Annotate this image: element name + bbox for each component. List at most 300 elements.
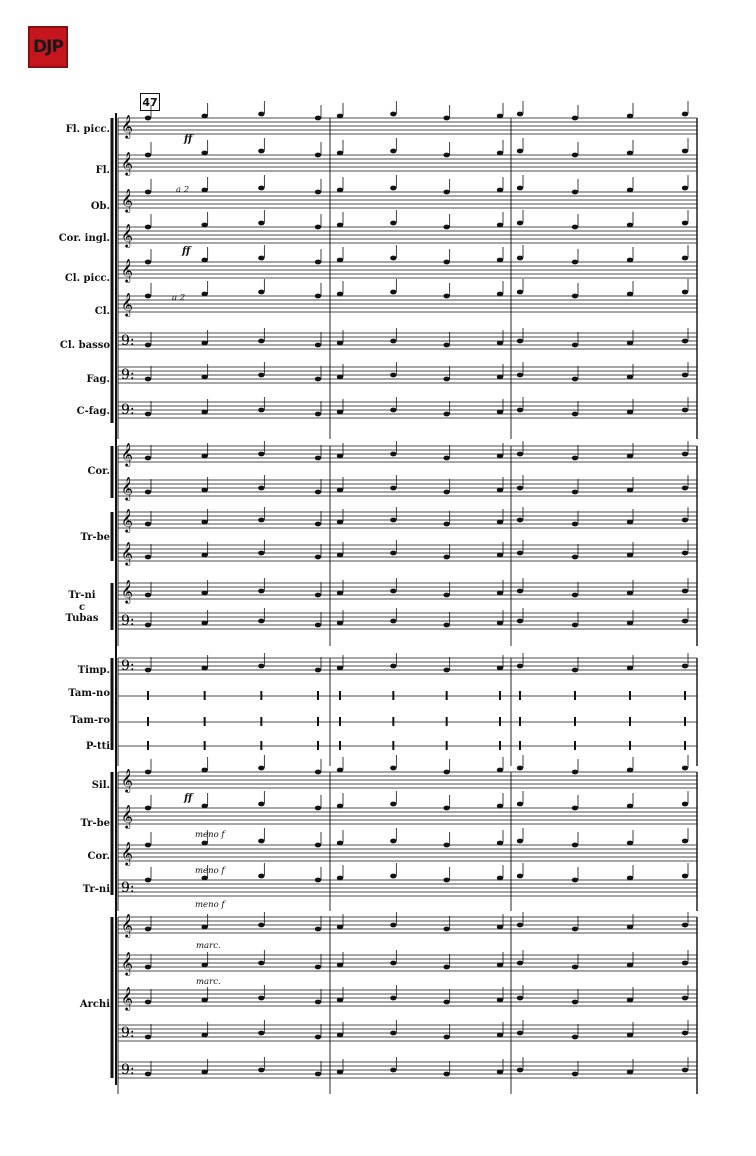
- bass-clef: 9:: [121, 613, 135, 629]
- percussion-stroke: [339, 741, 341, 750]
- bass-clef: 9:: [121, 1025, 135, 1041]
- label-c-fag: C-fag.: [76, 406, 110, 417]
- note-head: [627, 341, 633, 346]
- note-head: [497, 963, 503, 968]
- note-head: [682, 551, 688, 556]
- note-head: [315, 555, 321, 560]
- label-sil: Sil.: [91, 780, 110, 791]
- note-head: [443, 116, 449, 121]
- note-head: [201, 804, 207, 809]
- bass-clef: 9:: [121, 367, 135, 383]
- note-head: [682, 112, 688, 117]
- note-head: [315, 806, 321, 811]
- percussion-stroke: [499, 717, 501, 726]
- note-head: [315, 260, 321, 265]
- percussion-stroke: [684, 741, 686, 750]
- note-head: [627, 151, 633, 156]
- note-head: [443, 343, 449, 348]
- note-head: [337, 591, 343, 596]
- note-head: [443, 593, 449, 598]
- note-head: [315, 668, 321, 673]
- note-head: [337, 621, 343, 626]
- percussion-stroke: [574, 717, 576, 726]
- note-head: [315, 1035, 321, 1040]
- note-head: [572, 927, 578, 932]
- note-head: [443, 927, 449, 932]
- note-head: [390, 766, 396, 771]
- note-head: [682, 339, 688, 344]
- note-head: [145, 153, 151, 158]
- treble-clef: 𝄞: [121, 986, 133, 1010]
- note-head: [572, 1072, 578, 1077]
- percussion-stroke: [260, 741, 262, 750]
- note-head: [201, 998, 207, 1003]
- note-head: [497, 375, 503, 380]
- percussion-stroke: [629, 717, 631, 726]
- label-trni: Tr-ni: [68, 590, 96, 601]
- note-head: [145, 343, 151, 348]
- note-head: [443, 843, 449, 848]
- note-head: [682, 961, 688, 966]
- note-head: [337, 1033, 343, 1038]
- note-head: [337, 925, 343, 930]
- note-head: [258, 339, 264, 344]
- label-trni-c: c: [78, 602, 86, 613]
- rehearsal-mark: 47: [140, 93, 160, 111]
- note-head: [497, 410, 503, 415]
- note-head: [517, 923, 523, 928]
- note-head: [145, 927, 151, 932]
- note-head: [145, 965, 151, 970]
- note-head: [315, 225, 321, 230]
- label-cl: Cl.: [94, 306, 110, 317]
- note-head: [572, 878, 578, 883]
- label-cor: Cor.: [87, 466, 110, 477]
- note-head: [682, 373, 688, 378]
- note-head: [682, 1068, 688, 1073]
- note-head: [315, 1000, 321, 1005]
- note-head: [315, 116, 321, 121]
- percussion-stroke: [499, 691, 501, 700]
- note-head: [337, 454, 343, 459]
- dynamic-meno-f: meno f: [195, 900, 225, 910]
- note-head: [201, 591, 207, 596]
- note-head: [201, 292, 207, 297]
- note-head: [497, 804, 503, 809]
- note-head: [682, 874, 688, 879]
- note-head: [517, 1031, 523, 1036]
- note-head: [337, 188, 343, 193]
- note-head: [682, 996, 688, 1001]
- note-head: [497, 998, 503, 1003]
- marking-marc: marc.: [196, 977, 221, 987]
- label-cl-picc: Cl. picc.: [64, 273, 110, 284]
- note-head: [443, 456, 449, 461]
- note-head: [517, 221, 523, 226]
- note-head: [145, 456, 151, 461]
- percussion-stroke: [339, 691, 341, 700]
- treble-clef: 𝄞: [121, 258, 133, 282]
- note-head: [337, 876, 343, 881]
- note-head: [201, 1033, 207, 1038]
- note-head: [682, 589, 688, 594]
- note-head: [315, 190, 321, 195]
- note-head: [682, 221, 688, 226]
- note-head: [627, 925, 633, 930]
- label-tamno: Tam-no: [68, 688, 110, 699]
- note-head: [315, 294, 321, 299]
- note-head: [682, 486, 688, 491]
- note-head: [258, 766, 264, 771]
- percussion-stroke: [317, 691, 319, 700]
- note-head: [572, 456, 578, 461]
- note-head: [682, 802, 688, 807]
- note-head: [390, 373, 396, 378]
- label-archi: Archi: [79, 999, 110, 1010]
- note-head: [627, 768, 633, 773]
- treble-clef: 𝄞: [121, 223, 133, 247]
- note-head: [517, 802, 523, 807]
- note-head: [572, 806, 578, 811]
- note-head: [443, 260, 449, 265]
- note-head: [258, 256, 264, 261]
- note-head: [443, 555, 449, 560]
- percussion-stroke: [684, 717, 686, 726]
- note-head: [627, 876, 633, 881]
- percussion-stroke: [204, 717, 206, 726]
- label-timp: Timp.: [77, 665, 110, 676]
- note-head: [315, 843, 321, 848]
- dynamic-meno-f: meno f: [195, 830, 225, 840]
- note-head: [145, 412, 151, 417]
- note-head: [145, 555, 151, 560]
- note-head: [682, 256, 688, 261]
- note-head: [517, 339, 523, 344]
- percussion-stroke: [204, 741, 206, 750]
- note-head: [315, 490, 321, 495]
- note-head: [572, 190, 578, 195]
- note-head: [390, 839, 396, 844]
- percussion-stroke: [519, 691, 521, 700]
- note-head: [201, 151, 207, 156]
- note-head: [145, 878, 151, 883]
- note-head: [627, 1070, 633, 1075]
- note-head: [201, 963, 207, 968]
- note-head: [145, 294, 151, 299]
- note-head: [627, 998, 633, 1003]
- percussion-stroke: [260, 691, 262, 700]
- note-head: [337, 375, 343, 380]
- treble-clef: 𝄞: [121, 188, 133, 212]
- note-head: [497, 223, 503, 228]
- percussion-stroke: [339, 717, 341, 726]
- note-head: [390, 256, 396, 261]
- note-head: [390, 551, 396, 556]
- dynamic-ff: ff: [184, 793, 193, 804]
- label-tubas: Tubas: [65, 613, 99, 624]
- label-trbe: Tr-be: [80, 532, 110, 543]
- percussion-stroke: [446, 691, 448, 700]
- note-head: [390, 408, 396, 413]
- bass-clef: 9:: [121, 402, 135, 418]
- treble-clef: 𝄞: [121, 114, 133, 138]
- label-fl: Fl.: [95, 165, 110, 176]
- treble-clef: 𝄞: [121, 442, 133, 466]
- label-trbe2: Tr-be: [80, 818, 110, 829]
- note-head: [517, 518, 523, 523]
- note-head: [390, 923, 396, 928]
- note-head: [258, 1031, 264, 1036]
- note-head: [145, 593, 151, 598]
- percussion-stroke: [519, 717, 521, 726]
- note-head: [201, 553, 207, 558]
- percussion-stroke: [392, 741, 394, 750]
- percussion-stroke: [629, 741, 631, 750]
- note-head: [497, 876, 503, 881]
- note-head: [201, 488, 207, 493]
- note-head: [201, 258, 207, 263]
- percussion-stroke: [317, 741, 319, 750]
- label-ptti: P-tti: [85, 741, 110, 752]
- note-head: [443, 878, 449, 883]
- note-head: [337, 410, 343, 415]
- note-head: [145, 1000, 151, 1005]
- note-head: [682, 923, 688, 928]
- note-head: [627, 223, 633, 228]
- note-head: [443, 490, 449, 495]
- percussion-stroke: [317, 717, 319, 726]
- note-head: [572, 225, 578, 230]
- note-head: [337, 963, 343, 968]
- note-head: [258, 996, 264, 1001]
- marking-a2: a 2: [172, 293, 186, 303]
- note-head: [315, 343, 321, 348]
- treble-clef: 𝄞: [121, 951, 133, 975]
- label-cor2: Cor.: [87, 851, 110, 862]
- note-head: [443, 190, 449, 195]
- note-head: [258, 149, 264, 154]
- note-head: [337, 666, 343, 671]
- note-head: [258, 486, 264, 491]
- note-head: [390, 486, 396, 491]
- note-head: [390, 664, 396, 669]
- note-head: [201, 341, 207, 346]
- note-head: [145, 806, 151, 811]
- note-head: [682, 290, 688, 295]
- note-head: [517, 619, 523, 624]
- note-head: [390, 1031, 396, 1036]
- note-head: [258, 664, 264, 669]
- note-head: [572, 377, 578, 382]
- note-head: [517, 256, 523, 261]
- note-head: [315, 377, 321, 382]
- note-head: [572, 843, 578, 848]
- note-head: [258, 802, 264, 807]
- note-head: [337, 341, 343, 346]
- note-head: [627, 454, 633, 459]
- note-head: [145, 770, 151, 775]
- note-head: [627, 804, 633, 809]
- note-head: [390, 961, 396, 966]
- note-head: [258, 923, 264, 928]
- note-head: [315, 965, 321, 970]
- note-head: [517, 373, 523, 378]
- note-head: [145, 623, 151, 628]
- label-trni2: Tr-ni: [82, 884, 110, 895]
- note-head: [572, 1000, 578, 1005]
- note-head: [572, 153, 578, 158]
- note-head: [390, 518, 396, 523]
- note-head: [517, 112, 523, 117]
- note-head: [443, 668, 449, 673]
- note-head: [443, 522, 449, 527]
- label-cl-basso: Cl. basso: [59, 340, 110, 351]
- note-head: [627, 258, 633, 263]
- note-head: [443, 965, 449, 970]
- note-head: [201, 1070, 207, 1075]
- percussion-stroke: [574, 691, 576, 700]
- note-head: [497, 925, 503, 930]
- note-head: [390, 802, 396, 807]
- note-head: [627, 188, 633, 193]
- note-head: [201, 768, 207, 773]
- note-head: [627, 520, 633, 525]
- note-head: [572, 260, 578, 265]
- note-head: [258, 1068, 264, 1073]
- note-head: [201, 520, 207, 525]
- note-head: [390, 619, 396, 624]
- note-head: [443, 770, 449, 775]
- note-head: [517, 839, 523, 844]
- note-head: [258, 373, 264, 378]
- note-head: [258, 619, 264, 624]
- note-head: [390, 452, 396, 457]
- note-head: [497, 488, 503, 493]
- percussion-stroke: [519, 741, 521, 750]
- treble-clef: 𝄞: [121, 292, 133, 316]
- note-head: [517, 589, 523, 594]
- note-head: [517, 766, 523, 771]
- note-head: [258, 186, 264, 191]
- note-head: [337, 1070, 343, 1075]
- note-head: [315, 412, 321, 417]
- note-head: [315, 522, 321, 527]
- note-head: [258, 290, 264, 295]
- note-head: [517, 664, 523, 669]
- note-head: [390, 339, 396, 344]
- note-head: [517, 551, 523, 556]
- note-head: [682, 452, 688, 457]
- note-head: [627, 488, 633, 493]
- note-head: [517, 452, 523, 457]
- note-head: [390, 290, 396, 295]
- note-head: [682, 408, 688, 413]
- note-head: [258, 551, 264, 556]
- note-head: [517, 874, 523, 879]
- treble-clef: 𝄞: [121, 579, 133, 603]
- note-head: [497, 1033, 503, 1038]
- percussion-stroke: [147, 741, 149, 750]
- percussion-stroke: [392, 717, 394, 726]
- treble-clef: 𝄞: [121, 913, 133, 937]
- note-head: [572, 522, 578, 527]
- note-head: [517, 1068, 523, 1073]
- marking-a2: a 2: [176, 185, 190, 195]
- note-head: [201, 223, 207, 228]
- note-head: [258, 839, 264, 844]
- note-head: [315, 623, 321, 628]
- note-head: [201, 666, 207, 671]
- note-head: [443, 1000, 449, 1005]
- percussion-stroke: [392, 691, 394, 700]
- percussion-stroke: [446, 741, 448, 750]
- note-head: [627, 1033, 633, 1038]
- note-head: [315, 927, 321, 932]
- note-head: [201, 114, 207, 119]
- note-head: [337, 223, 343, 228]
- note-head: [145, 116, 151, 121]
- note-head: [145, 522, 151, 527]
- bass-clef: 9:: [121, 880, 135, 896]
- note-head: [145, 190, 151, 195]
- note-head: [627, 841, 633, 846]
- percussion-stroke: [446, 717, 448, 726]
- note-head: [572, 770, 578, 775]
- treble-clef: 𝄞: [121, 476, 133, 500]
- note-head: [443, 377, 449, 382]
- note-head: [315, 593, 321, 598]
- percussion-stroke: [204, 691, 206, 700]
- note-head: [443, 806, 449, 811]
- note-head: [337, 258, 343, 263]
- note-head: [497, 151, 503, 156]
- note-head: [258, 518, 264, 523]
- label-cor-ingl: Cor. ingl.: [58, 233, 110, 244]
- note-head: [201, 621, 207, 626]
- label-tamro: Tam-ro: [70, 715, 110, 726]
- note-head: [390, 589, 396, 594]
- note-head: [572, 490, 578, 495]
- note-head: [443, 412, 449, 417]
- note-head: [443, 294, 449, 299]
- note-head: [258, 874, 264, 879]
- bass-clef: 9:: [121, 333, 135, 349]
- note-head: [315, 878, 321, 883]
- marking-marc: marc.: [196, 941, 221, 951]
- note-head: [682, 619, 688, 624]
- note-head: [258, 961, 264, 966]
- note-head: [145, 490, 151, 495]
- note-head: [497, 292, 503, 297]
- note-head: [627, 666, 633, 671]
- treble-clef: 𝄞: [121, 841, 133, 865]
- note-head: [572, 294, 578, 299]
- note-head: [572, 668, 578, 673]
- note-head: [443, 623, 449, 628]
- note-head: [627, 963, 633, 968]
- bass-clef: 9:: [121, 1062, 135, 1078]
- dynamic-meno-f: meno f: [195, 866, 225, 876]
- note-head: [337, 114, 343, 119]
- note-head: [390, 186, 396, 191]
- note-head: [201, 188, 207, 193]
- note-head: [145, 668, 151, 673]
- note-head: [201, 925, 207, 930]
- note-head: [627, 375, 633, 380]
- note-head: [627, 621, 633, 626]
- note-head: [497, 1070, 503, 1075]
- note-head: [337, 151, 343, 156]
